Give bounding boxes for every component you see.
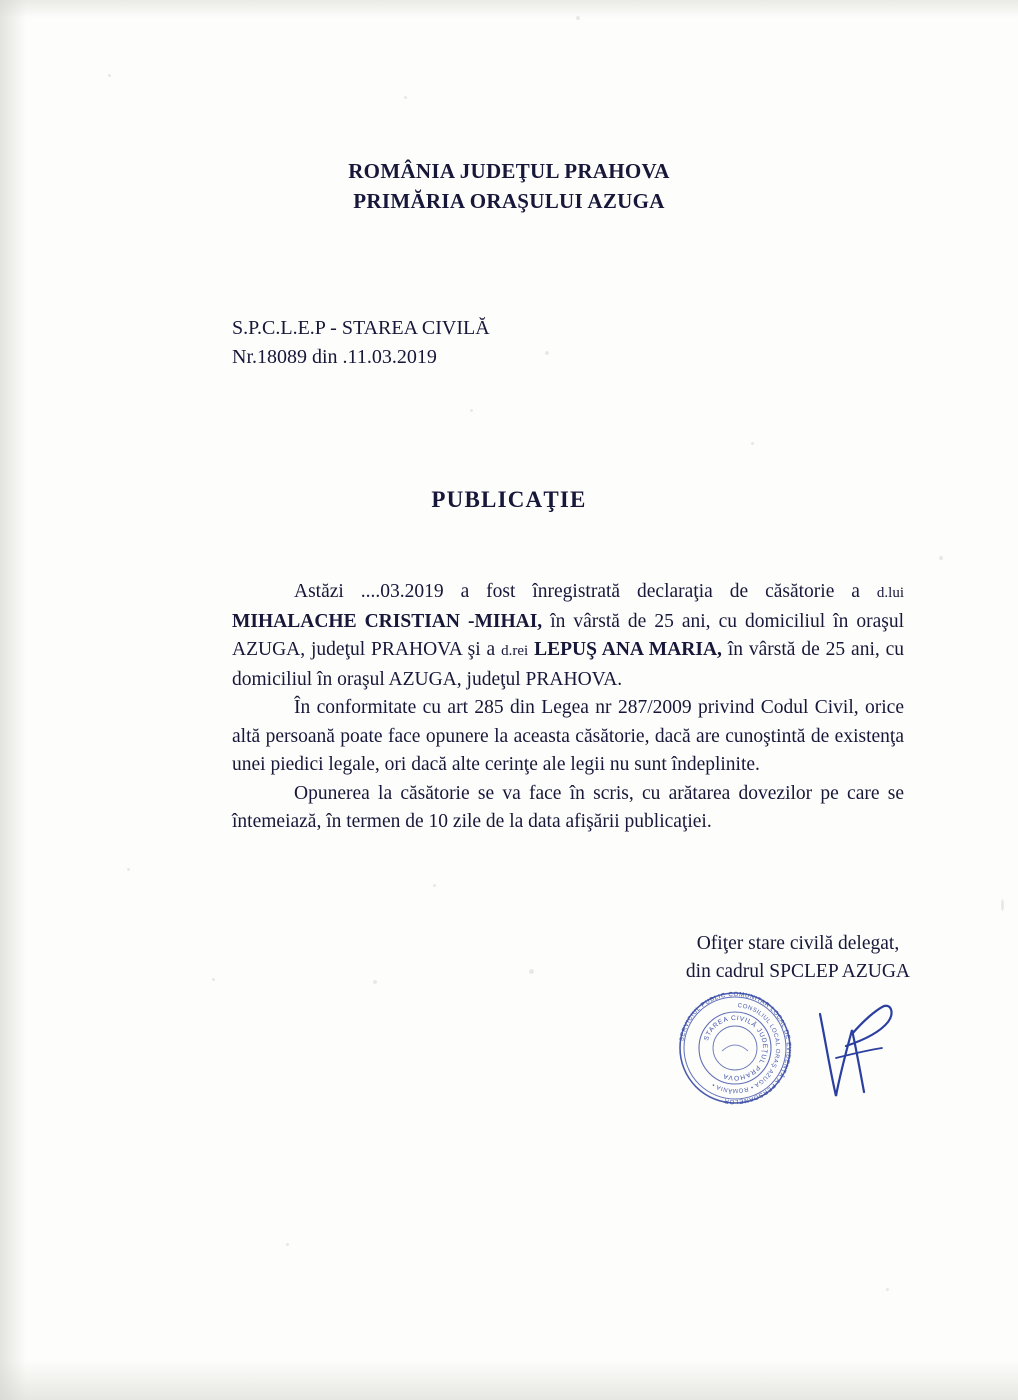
scan-edge-shadow-top bbox=[0, 0, 1018, 18]
registration-number: Nr.18089 din .11.03.2019 bbox=[232, 346, 437, 368]
scan-speck bbox=[529, 969, 534, 974]
scan-speck bbox=[127, 868, 130, 871]
header-line-country: ROMÂNIA JUDEŢUL PRAHOVA bbox=[348, 159, 670, 183]
scan-speck bbox=[576, 16, 580, 20]
signature-office: din cadrul SPCLEP AZUGA bbox=[685, 961, 910, 982]
scan-speck bbox=[373, 980, 377, 984]
paragraph1-text-part2: în vârstă de 25 ani, cu domiciliul în oraşul AZUGA, judeţul PRAHOVA şi a bbox=[232, 610, 904, 660]
document-body bbox=[232, 578, 904, 837]
svg-text:CONSILIUL LOCAL ORAŞ AZUGA • R: CONSILIUL LOCAL ORAŞ AZUGA • ROMÂNIA • bbox=[711, 1003, 781, 1094]
paragraph1-text-part3: în vârstă de 25 ani, cu domiciliul în oraşul AZUGA, judeţul PRAHOVA. bbox=[232, 639, 905, 690]
header-line-city-hall: PRIMĂRIA ORAŞULUI AZUGA bbox=[353, 189, 665, 213]
paragraph1-text-part1: Astăzi ....03.2019 a fost înregistrată declaraţia de căsătorie a bbox=[294, 581, 860, 602]
svg-text:SERVICIUL PUBLIC COMUNITAR LOC: SERVICIUL PUBLIC COMUNITAR LOCAL DE EVIDENŢĂ A PERSOANELOR bbox=[678, 990, 793, 1106]
scan-speck bbox=[433, 884, 436, 887]
scan-speck bbox=[751, 442, 754, 445]
body-paragraph-1 bbox=[232, 578, 904, 694]
signature-role: Ofiţer stare civilă delegat, bbox=[696, 933, 900, 954]
reference-block bbox=[232, 314, 490, 372]
bride-name: LEPUŞ ANA MARIA, bbox=[534, 639, 722, 660]
signature-block bbox=[686, 930, 910, 986]
page-title: PUBLICAŢIE bbox=[431, 487, 587, 512]
document-header bbox=[0, 156, 1018, 216]
groom-title-prefix: d.lui bbox=[876, 585, 905, 601]
groom-name: MIHALACHE CRISTIAN -MIHAI, bbox=[232, 610, 543, 632]
official-stamp-icon bbox=[672, 985, 798, 1111]
body-paragraph-3: Opunerea la căsătorie se va face în scris, cu arătarea dovezilor pe care se întemeiază, în termen de 10 zile de la data afişării publicaţiei. bbox=[232, 782, 904, 832]
scan-speck bbox=[545, 351, 549, 355]
scan-speck bbox=[470, 409, 473, 412]
scan-speck bbox=[212, 978, 215, 981]
office-name: S.P.C.L.E.P - STAREA CIVILĂ bbox=[232, 317, 490, 339]
body-paragraph-2: În conformitate cu art 285 din Legea nr 287/2009 privind Codul Civil, orice altă persoană poate face opunere la aceasta căsătorie, dacă are cunoştintă de existenţa unei piedici legale, ori dacă alte cerinţe ale legii nu sunt îndeplinite. bbox=[232, 697, 904, 775]
bride-title-prefix: d.rei bbox=[501, 643, 529, 659]
scan-speck bbox=[1001, 899, 1004, 911]
svg-text:STAREA CIVILĂ JUDEŢUL PRAHOVA: STAREA CIVILĂ JUDEŢUL PRAHOVA bbox=[703, 1014, 769, 1082]
handwritten-signature-icon bbox=[806, 1000, 906, 1110]
scan-speck bbox=[108, 74, 111, 77]
scan-speck bbox=[939, 556, 943, 560]
scan-speck bbox=[404, 96, 407, 99]
scan-speck bbox=[886, 1288, 889, 1291]
scan-speck bbox=[286, 1243, 289, 1246]
scan-edge-shadow-bottom bbox=[0, 1360, 1018, 1400]
